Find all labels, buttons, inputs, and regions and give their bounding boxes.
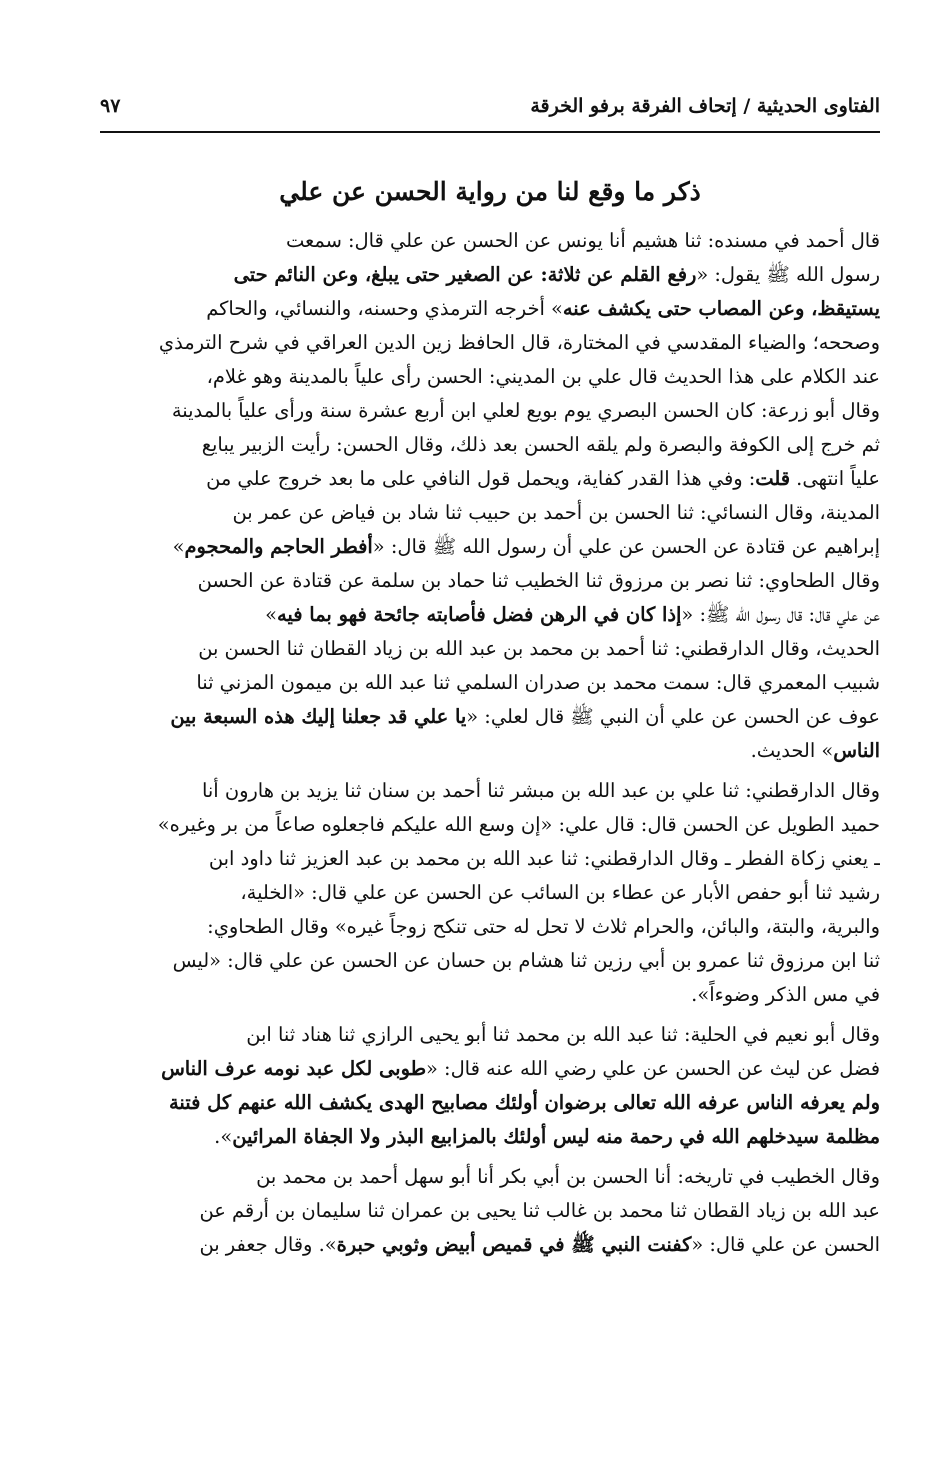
text-line: [100, 598, 880, 632]
bold-text: رفع القلم عن ثلاثة: عن الصغير حتى يبلغ، وعن النائم حتى: [233, 263, 697, 286]
text-run: وقال أبو زرعة: كان الحسن البصري يوم بويع لعلي ابن أربع عشرة سنة ورأى علياً بالمدينة: [171, 399, 880, 422]
text-line: [100, 944, 880, 978]
text-line: [100, 428, 880, 462]
text-run: فضل عن ليث عن الحسن عن علي رضي الله عنه قال: «: [426, 1057, 880, 1080]
text-line: [100, 530, 880, 564]
text-line: [100, 876, 880, 910]
bold-text: يستيقظ، وعن المصاب حتى يكشف عنه: [562, 297, 880, 320]
text-run: والبرية، والبتة، والبائن، والحرام ثلاث لا تحل له حتى تنكح زوجاً غيره» وقال الطحاوي:: [207, 915, 880, 938]
section-title: ذكر ما وقع لنا من رواية الحسن عن علي: [279, 177, 701, 206]
running-title: الفتاوى الحديثية / إتحاف الفرقة برفو الخرقة: [530, 95, 880, 117]
text-run: وصححه؛ والضياء المقدسي في المختارة، قال الحافظ زين الدين العراقي في شرح الترمذي: [158, 331, 880, 354]
text-line: [100, 734, 880, 768]
text-line: [100, 666, 880, 700]
bold-text: مظلمة سيدخلهم الله في رحمة منه ليس أولئك بالمزابيع البذر ولا الجفاة المرائين: [232, 1125, 880, 1148]
text-line: [100, 1052, 880, 1086]
text-run: شبيب المعمري قال: سمت محمد بن صدران السلمي ثنا عبد الله بن ميمون المزني ثنا: [196, 671, 880, 694]
text-run: ». وقال جعفر بن: [199, 1233, 337, 1256]
text-run: حميد الطويل عن الحسن قال: قال علي: «إن وسع الله عليكم فاجعلوه صاعاً من بر وغيره»: [157, 813, 880, 836]
text-line: [100, 564, 880, 598]
text-run: المدينة، وقال النسائي: ثنا الحسن بن أحمد بن حبيب ثنا شاد بن فياض عن عمر بن: [232, 501, 880, 524]
text-run: ».: [214, 1125, 233, 1148]
text-run: عن علي قال: قال رسول الله ﷺ: «: [681, 603, 880, 626]
bold-text: قلت: [755, 467, 791, 490]
text-run: في مس الذكر وضوءاً».: [691, 983, 880, 1006]
bold-text: أفطر الحاجم والمحجوم: [184, 535, 373, 558]
text-line: [100, 360, 880, 394]
text-run: قال أحمد في مسنده: ثنا هشيم أنا يونس عن الحسن عن علي قال: سمعت: [286, 229, 880, 252]
text-line: [100, 700, 880, 734]
text-line: [100, 808, 880, 842]
text-line: [100, 1120, 880, 1154]
text-run: وقال الطحاوي: ثنا نصر بن مرزوق ثنا الخطيب ثنا حماد بن سلمة عن قتادة عن الحسن: [197, 569, 880, 592]
text-line: [100, 1194, 880, 1228]
text-run: وقال الخطيب في تاريخه: أنا الحسن بن أبي بكر أنا أبو سهل أحمد بن محمد بن: [256, 1165, 880, 1188]
text-run: ـ يعني زكاة الفطر ـ وقال الدارقطني: ثنا عبد الله بن محمد بن عبد العزيز ثنا داود ابن: [208, 847, 880, 870]
body-text: [100, 224, 880, 1262]
text-run: إبراهيم عن قتادة عن الحسن عن علي أن رسول الله ﷺ قال: «: [372, 535, 880, 558]
text-line: [100, 978, 880, 1012]
text-run: وقال الدارقطني: ثنا علي بن عبد الله بن مبشر ثنا أحمد بن سنان ثنا يزيد بن هارون أنا: [201, 779, 880, 802]
text-line: [100, 1018, 880, 1052]
text-run: عند الكلام على هذا الحديث قال علي بن المديني: الحسن رأى علياً بالمدينة وهو غلام،: [206, 365, 880, 388]
text-run: : وفي هذا القدر كفاية، ويحمل قول النافي على ما بعد خروج علي من: [206, 467, 756, 490]
text-run: رشيد ثنا أبو حفص الأبار عن عطاء بن السائب عن الحسن عن علي قال: «الخلية،: [240, 881, 880, 904]
text-line: [100, 292, 880, 326]
bold-text: طوبى لكل عبد نومه عرف الناس: [161, 1057, 427, 1080]
text-line: [100, 1228, 880, 1262]
bold-text: الناس: [833, 739, 880, 762]
text-line: [100, 394, 880, 428]
text-run: ثم خرج إلى الكوفة والبصرة ولم يلقه الحسن بعد ذلك، وقال الحسن: رأيت الزبير يبايع: [201, 433, 880, 456]
text-run: رسول الله ﷺ يقول: «: [696, 263, 880, 286]
text-line: [100, 462, 880, 496]
text-line: [100, 774, 880, 808]
text-run: عبد الله بن زياد القطان ثنا محمد بن غالب ثنا يحيى بن عمران ثنا سليمان بن أرقم عن: [199, 1199, 880, 1222]
text-line: [100, 910, 880, 944]
text-run: »: [172, 535, 185, 558]
text-line: [100, 258, 880, 292]
header-rule: [100, 131, 880, 133]
text-run: » أخرجه الترمذي وحسنه، والنسائي، والحاكم: [206, 297, 563, 320]
text-run: وقال أبو نعيم في الحلية: ثنا عبد الله بن محمد ثنا أبو يحيى الرازي ثنا هناد ثنا ابن: [246, 1023, 880, 1046]
page-header: [100, 86, 880, 126]
text-run: الحديث، وقال الدارقطني: ثنا أحمد بن محمد بن عبد الله بن زياد القطان ثنا الحسن بن: [198, 637, 880, 660]
text-line: [100, 1086, 880, 1120]
text-run: عوف عن الحسن عن علي أن النبي ﷺ قال لعلي: «: [466, 705, 880, 728]
text-line: [100, 496, 880, 530]
text-run: » الحديث.: [750, 739, 834, 762]
text-line: [100, 224, 880, 258]
bold-text: كفنت النبي ﷺ في قميص أبيض وثوبي حبرة: [336, 1233, 692, 1256]
bold-text: يا علي قد جعلنا إليك هذه السبعة بين: [170, 705, 467, 728]
bold-text: إذا كان في الرهن فضل فأصابته جائحة فهو بما فيه: [277, 603, 682, 626]
text-line: [100, 632, 880, 666]
text-line: [100, 1160, 880, 1194]
text-line: [100, 842, 880, 876]
text-run: »: [265, 603, 278, 626]
text-run: الحسن عن علي قال: «: [691, 1233, 880, 1256]
bold-text: ولم يعرفه الناس عرفه الله تعالى برضوان أولئك مصابيح الهدى يكشف الله عنهم كل فتنة: [169, 1091, 880, 1114]
page-number: ٩٧: [100, 95, 121, 117]
text-line: [100, 326, 880, 360]
text-run: علياً انتهى.: [790, 467, 880, 490]
text-run: ثنا ابن مرزوق ثنا عمرو بن أبي رزين ثنا هشام بن حسان عن الحسن عن علي قال: «ليس: [172, 949, 880, 972]
